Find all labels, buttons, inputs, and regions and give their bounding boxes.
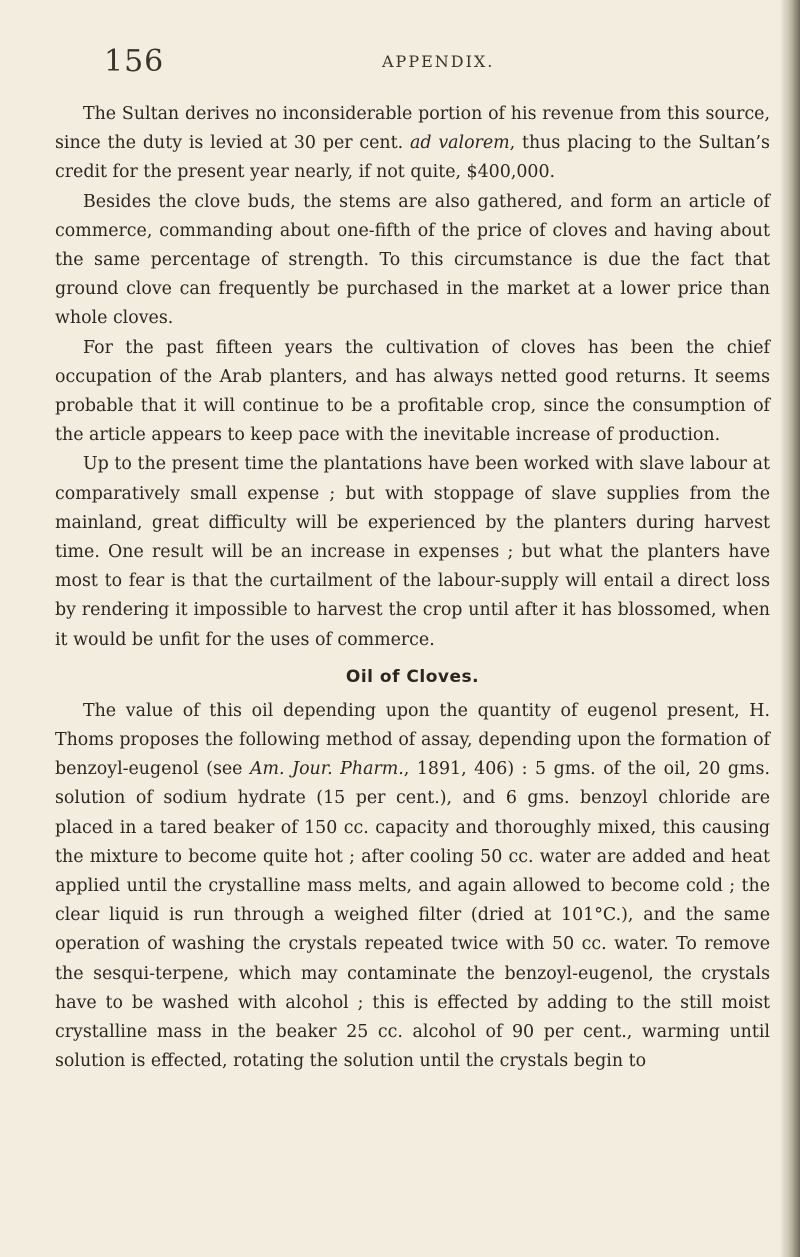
- page-number: 156: [104, 44, 165, 79]
- paragraph: [55, 697, 770, 1077]
- paragraph: For the past fifteen years the cultivation of cloves has been the chief occupation of the Arab planters, and has always netted good returns. It seems probable that it will continue to be a profitable crop, since the consumption of the article appears to keep pace with the inevitable increase of production.: [55, 337, 770, 446]
- page-edge: [786, 0, 800, 1257]
- italic-term: ad valorem: [409, 133, 510, 154]
- body-text: [55, 100, 770, 1077]
- journal-citation: Am. Jour. Pharm.: [250, 759, 404, 780]
- paragraph-text: , thus placing to the Sultan’s credit for the present year nearly, if not quite, $400,000.: [55, 133, 770, 183]
- paragraph: Besides the clove buds, the stems are also gathered, and form an article of commerce, commanding about one-fifth of the price of cloves and having about the same percentage of strength. To this circumstance is due the fact that ground clove can frequently be purchased in the market at a lower price than whole cloves.: [55, 191, 770, 329]
- running-head: APPENDIX.: [382, 52, 495, 71]
- page-header: [104, 44, 764, 84]
- paragraph: Up to the present time the plantations have been worked with slave labour at comparatively small expense ; but with stoppage of slave supplies from the mainland, great difficulty will be experienced by the planters during harvest time. One result will be an increase in expenses ; but what the planters have most to fear is that the curtailment of the labour-supply will entail a direct loss by rendering it impossible to harvest the crop until after it has blossomed, when it would be unfit for the uses of commerce.: [55, 454, 770, 650]
- paragraph-text: , 1891, 406) : 5 gms. of the oil, 20 gms. solution of sodium hydrate (15 per cent.), and 6 gms. benzoyl chloride are placed in a tared beaker of 150 cc. capacity and thoroughly mixed, this causing the mixture to become quite hot ; after cooling 50 cc. water are added and heat applied until the crystalline mass melts, and again allowed to become cold ; the clear liquid is run through a weighed filter (dried at 101°C.), and the same operation of washing the crystals repeated twice with 50 cc. water. To remove the sesqui-terpene, which may contaminate the benzoyl-eugenol, the crystals have to be washed with alcohol ; this is effected by adding to the still moist crystalline mass in the beaker 25 cc. alcohol of 90 per cent., warming until solution is effected, rotating the solution until the crystals begin to: [55, 759, 770, 1072]
- section-heading: Oil of Cloves.: [345, 666, 480, 687]
- paragraph-text: The Sultan derives no inconsiderable portion of his revenue from this source, since the duty is levied at 30 per cent.: [55, 104, 770, 154]
- paragraph: [55, 100, 770, 188]
- paragraph-text: The value of this oil depending upon the quantity of eugenol present, H. Thoms proposes the following method of assay, depending upon the formation of benzoyl-eugenol (see: [55, 700, 770, 780]
